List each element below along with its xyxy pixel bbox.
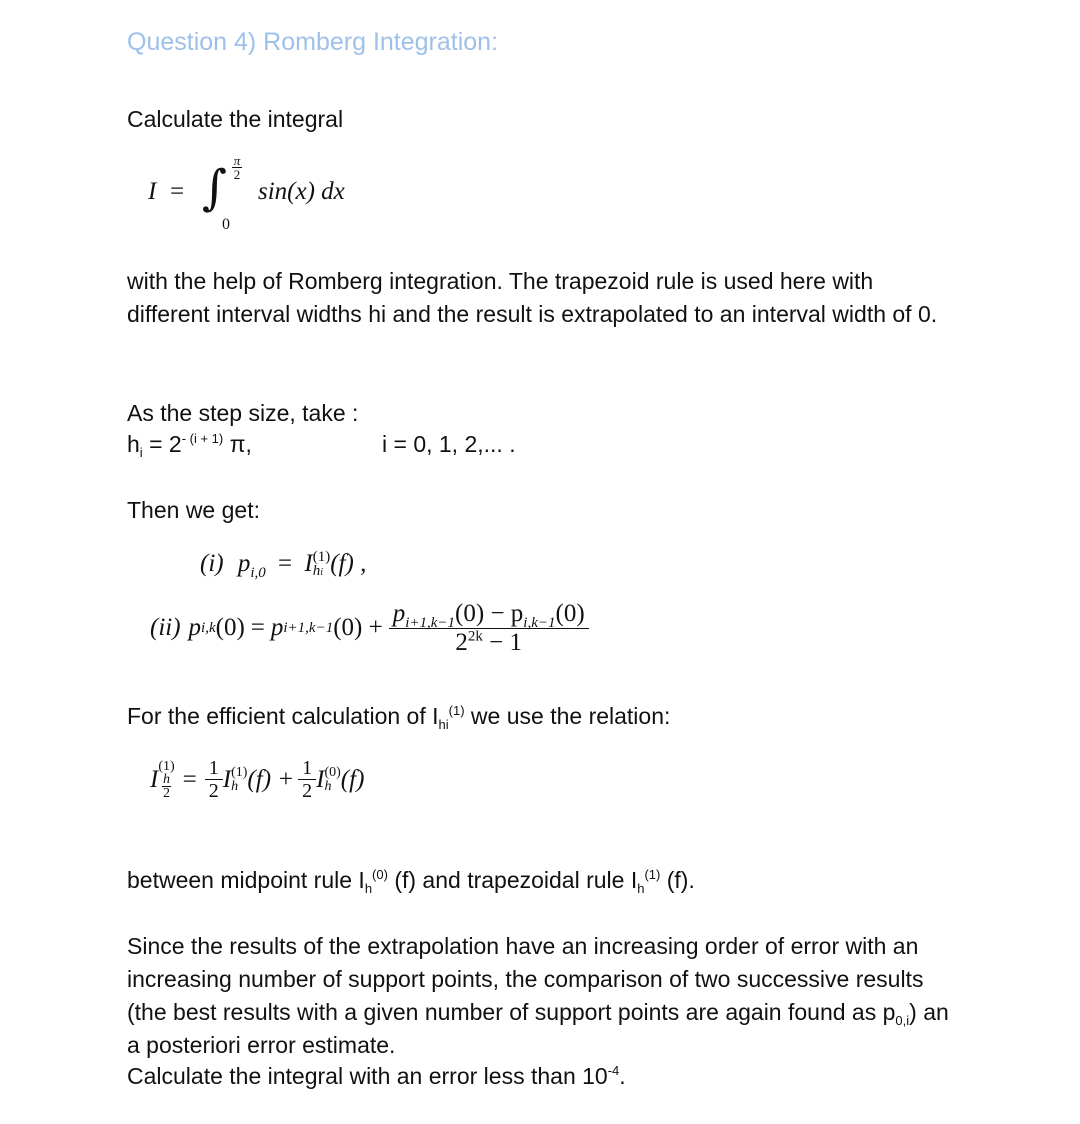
integral-formula [148,150,448,240]
relation-t2-sub: h [324,778,332,794]
integral-lhs: I [148,178,157,205]
relation-t2-I: I [316,765,325,793]
formula-i-arg: (f) , [330,550,367,577]
relation-sub-den: 2 [162,785,170,801]
relation-scripts [158,760,174,800]
relation-t2-sup: (0) [324,764,341,780]
step-index-range: i = 0, 1, 2,... . [382,431,516,457]
relation-half-1-den: 2 [208,780,219,802]
method-description: with the help of Romberg integration. The trapezoid rule is used here with different interval widths hi and the result is extrapolated to an interval width of 0. [127,268,938,327]
formula-ii-den-exp: 2k [467,628,483,645]
formula-ii-den-end: − 1 [482,628,522,656]
integral-integrand: sin(x) dx [258,178,345,205]
formula-i-lhs: p [237,550,251,577]
integral-lower-limit: 0 [222,216,230,233]
formula-ii-num-sub2: i,k−1 [523,615,556,631]
efficient-sup: (1) [448,703,465,718]
between-a-sup: (0) [372,867,388,882]
step-h-sub: i [139,445,143,460]
integral-equals: = [170,178,185,205]
final-text: Calculate the integral with an error less than 10 [127,1063,608,1089]
formula-ii-num-p: p [392,600,406,627]
since-sub: 0,i [895,1013,910,1028]
relation-t1-I: I [222,765,232,793]
relation-formula [150,757,364,802]
formula-i-sup: (1) [312,549,331,566]
formula-i-lhs-sub: i,0 [250,565,266,581]
final-end: . [619,1063,626,1089]
formula-ii-lhs-arg: (0) [215,614,245,641]
formula-ii-num-end: (0) [555,600,585,627]
between-a: between midpoint rule I [127,867,365,893]
formula-i-I: I [304,550,313,577]
formula-i [200,550,366,580]
since-after: ) an a posteriori error estimate. [127,999,949,1058]
between-text [127,864,695,897]
final-exp: -4 [607,1063,620,1078]
efficient-before: For the efficient calculation of I [127,703,439,729]
efficient-calculation-text [127,700,670,733]
formula-ii-term-arg: (0) + [333,614,383,641]
final-instruction [127,1060,626,1093]
formula-ii-num-mid: (0) − p [455,600,524,627]
relation-t1-sup: (1) [231,764,248,780]
step-exponent: - (i + 1) [181,431,224,446]
integral-sign-icon: ∫ [202,160,228,216]
integral-upper-limit [232,154,242,181]
step-eq-base: = 2 [142,431,182,457]
error-estimate-paragraph [127,930,957,1062]
formula-i-equals: = [278,550,293,577]
integral-upper-den: 2 [233,167,241,182]
between-c: (f). [660,867,695,893]
between-b-sub: h [637,881,645,896]
between-b: (f) and trapezoidal rule I [387,867,638,893]
efficient-after: we use the relation: [464,703,671,729]
formula-ii-den-base: 2 [455,628,468,656]
intro-text: Calculate the integral [127,106,344,132]
relation-t1-sub: h [231,778,239,794]
formula-i-sub2: i [320,567,323,579]
relation-half-1 [205,757,223,802]
relation-half-1-num: 1 [208,757,219,779]
relation-half-2 [298,757,316,802]
formula-ii-label: (ii) [150,614,181,641]
question-heading: Question 4) Romberg Integration: [127,28,499,56]
formula-ii-term: p [270,614,284,641]
since-text: Since the results of the extrapolation have an increasing order of error with an increasing number of support points, the comparison of two successive results (the best results with a given number of support points are again found as p [127,933,924,1025]
efficient-sub: hi [438,717,449,732]
integral-upper-num: π [233,153,241,168]
step-size-formula [127,428,252,461]
formula-ii-num-sub1: i+1,k−1 [405,615,456,631]
step-h: h [127,431,140,457]
relation-half-2-num: 1 [302,757,313,779]
step-size-label: As the step size, take : [127,400,359,426]
formula-ii: (ii) p i,k (0) = p i+1,k−1 (0) + $\frac{p_{i+1,k-1}(0) - p_{i,k-1}(0)}{2^{2k} - 1}$ [150,600,589,656]
formula-ii-fraction [389,600,589,656]
relation-equals: = [182,765,197,793]
relation-I: I [150,765,159,793]
between-b-sup: (1) [644,867,661,882]
between-a-sub: h [364,881,373,896]
relation-t2-arg: (f) [340,765,365,793]
relation-t1-arg: (f) + [247,765,295,793]
formula-i-label: (i) [200,550,224,577]
formula-ii-equals: = [250,614,265,641]
formula-i-sub: h [312,563,321,580]
relation-half-2-den: 2 [302,780,313,802]
relation-sub-num: h [162,771,170,787]
formula-ii-lhs: p [188,614,202,641]
relation-sup: (1) [158,758,175,774]
step-pi: π, [223,431,252,457]
then-text: Then we get: [127,497,260,523]
